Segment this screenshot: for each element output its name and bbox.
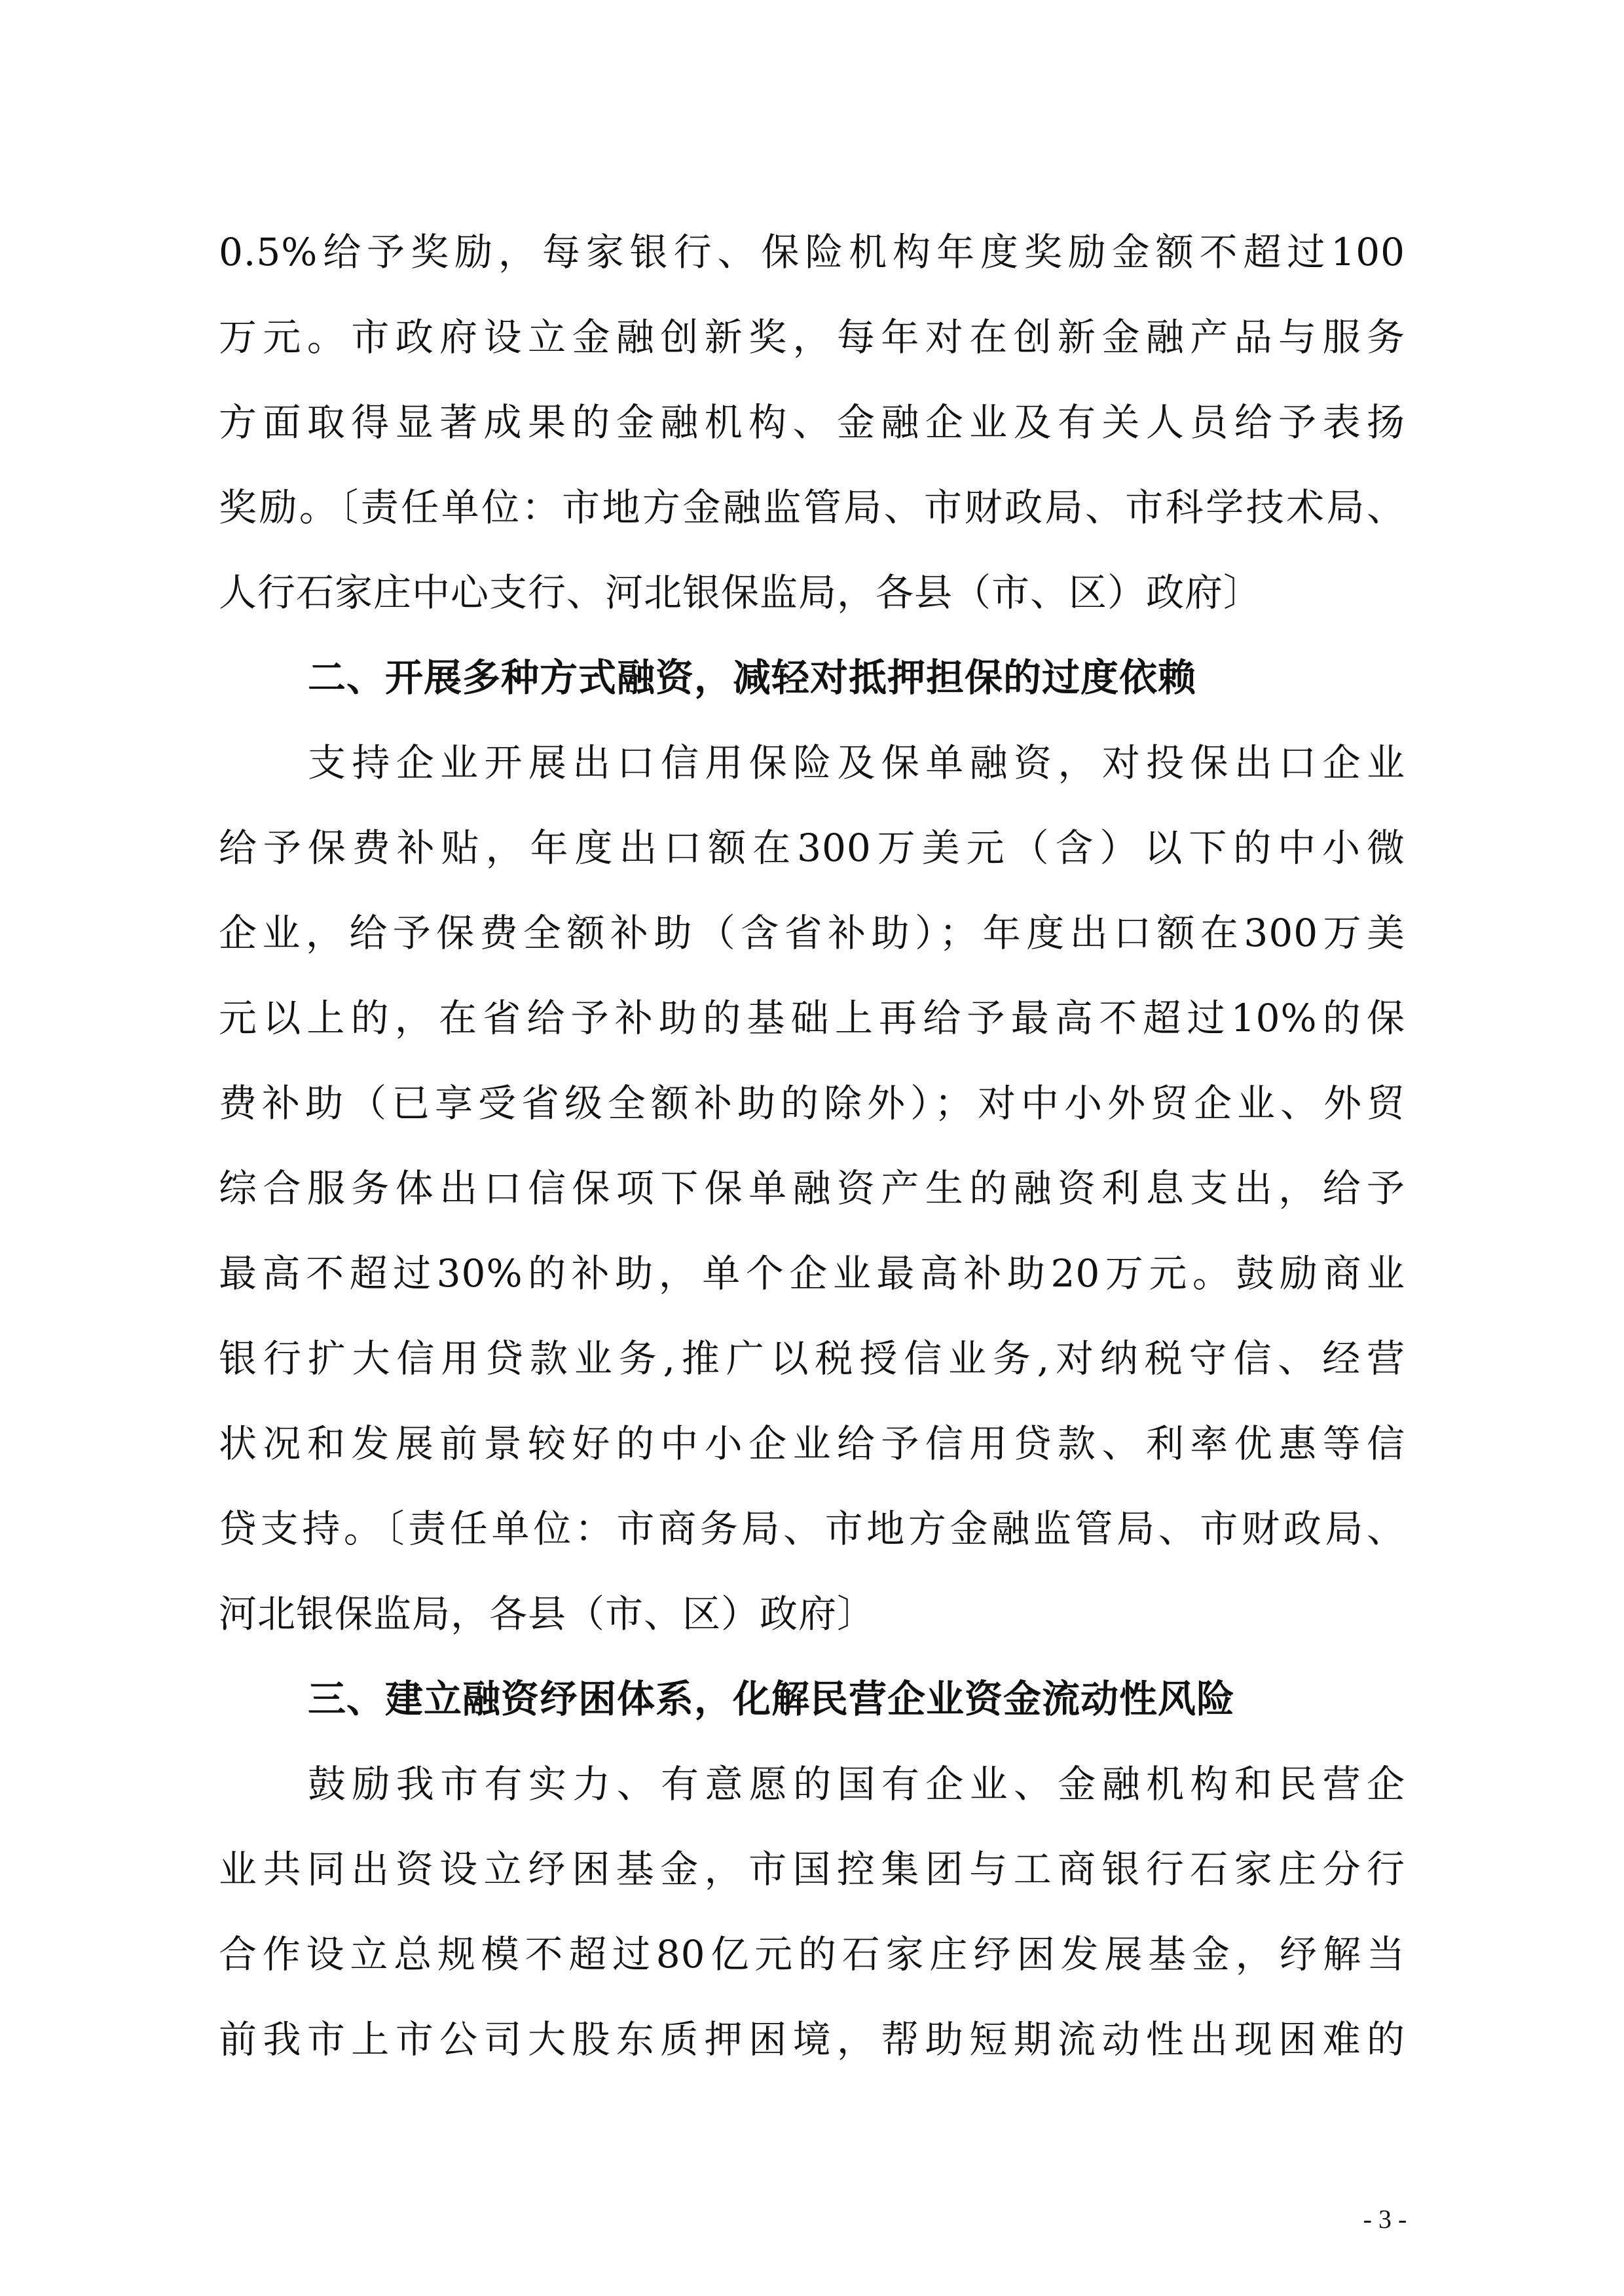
paragraph-line: 支持企业开展出口信用保险及保单融资，对投保出口企业 [308,740,1405,785]
paragraph-line: 贷支持。〔责任单位：市商务局、市地方金融监管局、市财政局、 [219,1506,1405,1551]
paragraph-line: 人行石家庄中心支行、河北银保监局，各县（市、区）政府〕 [219,570,1263,615]
paragraph-line: 奖励。〔责任单位：市地方金融监管局、市财政局、市科学技术局、 [219,485,1405,530]
paragraph-line: 费补助（已享受省级全额补助的除外）；对中小外贸企业、外贸 [219,1081,1405,1125]
paragraph-line: 前我市上市公司大股东质押困境，帮助短期流动性出现困难的 [219,2017,1405,2062]
page-number: - 3 - [1363,2204,1407,2234]
paragraph-line: 企业，给予保费全额补助（含省补助）；年度出口额在300万美 [219,911,1405,955]
paragraph-line: 元以上的，在省给予补助的基础上再给予最高不超过10%的保 [219,996,1405,1040]
paragraph-line: 0.5%给予奖励，每家银行、保险机构年度奖励金额不超过100 [219,230,1405,274]
paragraph-line: 方面取得显著成果的金融机构、金融企业及有关人员给予表扬 [219,400,1405,445]
paragraph-line: 鼓励我市有实力、有意愿的国有企业、金融机构和民营企 [308,1762,1405,1806]
paragraph-line: 河北银保监局，各县（市、区）政府〕 [219,1592,876,1636]
paragraph-line: 万元。市政府设立金融创新奖，每年对在创新金融产品与服务 [219,315,1405,359]
paragraph-line: 银行扩大信用贷款业务,推广以税授信业务,对纳税守信、经营 [219,1336,1405,1381]
paragraph-line: 业共同出资设立纾困基金，市国控集团与工商银行石家庄分行 [219,1847,1405,1891]
section-heading: 三、建立融资纾困体系，化解民营企业资金流动性风险 [308,1677,1236,1721]
section-heading: 二、开展多种方式融资，减轻对抵押担保的过度依赖 [308,655,1197,700]
paragraph-line: 状况和发展前景较好的中小企业给予信用贷款、利率优惠等信 [219,1421,1405,1466]
paragraph-line: 给予保费补贴，年度出口额在300万美元（含）以下的中小微 [219,826,1405,870]
paragraph-line: 合作设立总规模不超过80亿元的石家庄纾困发展基金，纾解当 [219,1932,1405,1977]
paragraph-line: 最高不超过30%的补助，单个企业最高补助20万元。鼓励商业 [219,1251,1405,1296]
paragraph-line: 综合服务体出口信保项下保单融资产生的融资利息支出，给予 [219,1166,1405,1211]
